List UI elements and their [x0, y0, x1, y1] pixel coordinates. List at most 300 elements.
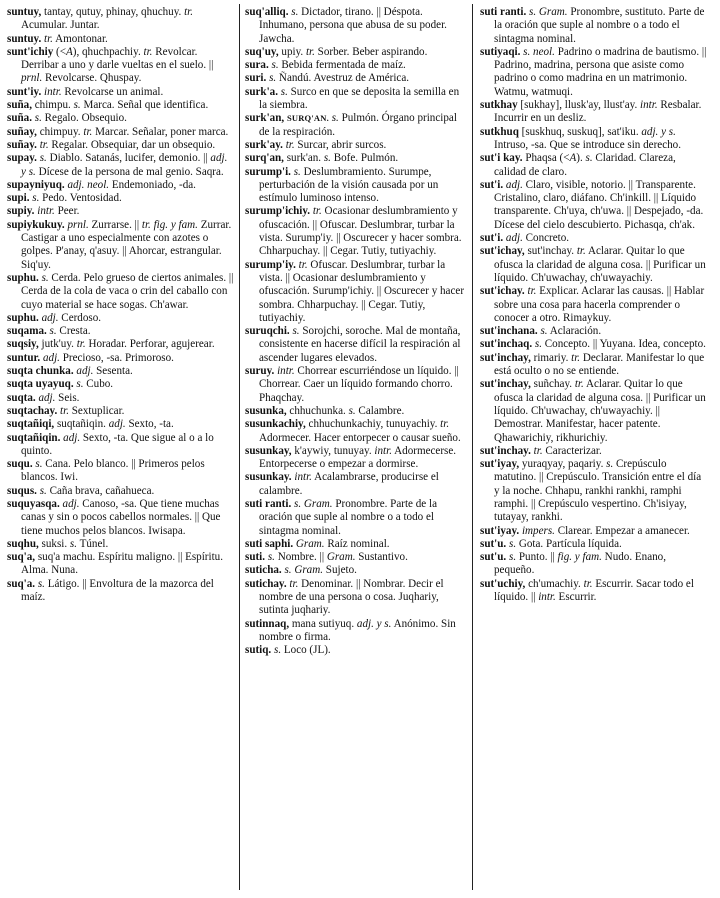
- entry-text: Pronombre. Parte de la oración que suple al nombre o a todo el sintagma nominal.: [259, 497, 437, 537]
- headword: suq'a.: [7, 577, 36, 590]
- grammar-label: adj. y s.: [641, 125, 676, 138]
- grammar-label: tr.: [533, 444, 543, 457]
- headword: suñay,: [7, 125, 37, 138]
- dictionary-entry: [7, 458, 235, 485]
- headword: suñay.: [7, 138, 37, 151]
- headword: suruqchi.: [245, 325, 290, 338]
- grammar-label: tr.: [60, 404, 69, 417]
- entry-text: Claro, visible, notorio. || Transparente. Cristalino, claro, diáfano. Ch'inkill. || Líquido transparente. Ch'uya, ch'uwa. || Despejado, -da. Dícese del cielo descubierto. Pichasqa, ch'ak.: [494, 178, 704, 231]
- entry-text: Acumular. Juntar.: [21, 19, 100, 32]
- grammar-label: s.: [331, 112, 339, 125]
- entry-text: Látigo. || Envoltura de la mazorca del maíz.: [21, 577, 214, 604]
- entry-text: chhuchunkachiy, tunuyachiy.: [305, 418, 441, 431]
- grammar-label: tr.: [312, 205, 322, 218]
- column-divider-2: [472, 4, 473, 890]
- entry-text: suq'a machu. Espíritu maligno. || Espíritu. Alma. Nuna.: [21, 551, 223, 577]
- entry-text: Nudo. Enano, pequeño.: [494, 551, 666, 577]
- headword: surk'ay.: [245, 138, 283, 151]
- dictionary-entry: [245, 72, 467, 85]
- grammar-label: intr.: [277, 365, 295, 378]
- entry-text: Claridad. Clareza, calidad de claro.: [494, 152, 676, 178]
- headword: suri.: [245, 72, 267, 85]
- entry-text: Caña brava, cañahueca.: [46, 484, 155, 497]
- dictionary-entry: [7, 551, 235, 578]
- grammar-label: fig. y fam.: [557, 551, 602, 564]
- entry-text: Marcar. Señalar, poner marca.: [92, 125, 229, 138]
- dictionary-entry: [480, 245, 708, 285]
- grammar-label: s.: [73, 99, 81, 112]
- entry-text: Cana. Pelo blanco. || Primeros pelos blancos. Iwi.: [21, 458, 205, 484]
- headword: suq'a,: [7, 551, 36, 564]
- dictionary-entry: [7, 338, 235, 351]
- column-1: [7, 6, 235, 604]
- headword: surk'a.: [245, 85, 278, 98]
- entry-text: Adormecer. Hacer entorpecer o causar sueño.: [259, 431, 461, 444]
- dictionary-entry: [7, 33, 235, 46]
- dictionary-entry: [245, 259, 467, 325]
- entry-text: Precioso, -sa. Primoroso.: [59, 351, 174, 364]
- dictionary-entry: [7, 99, 235, 112]
- grammar-label: s.: [292, 325, 300, 338]
- entry-text: Regalo. Obsequio.: [41, 112, 127, 125]
- headword: supiykukuy.: [7, 218, 65, 231]
- grammar-label: Gram.: [303, 497, 333, 510]
- entry-text: Ofuscar. Deslumbrar, turbar la vista. || Ocasionar deslumbramiento y ofuscación. Surump'ichiy. || Oscurecer y hacer sombra. Chharpuchay. || Cegar. Tutiy, tutiyachiy.: [259, 258, 465, 324]
- grammar-label: s.: [41, 271, 49, 284]
- headword: suqtañiqin.: [7, 431, 61, 444]
- entry-text: Punto. ||: [516, 551, 558, 564]
- entry-text: Nombre. ||: [274, 551, 327, 564]
- headword: sut'u.: [480, 537, 507, 550]
- grammar-label: s.: [69, 537, 78, 550]
- headword: sut'inchay,: [480, 351, 531, 364]
- grammar-label: s.: [348, 404, 356, 417]
- grammar-label: tr.: [440, 418, 450, 431]
- entry-text: Loco (JL).: [281, 644, 331, 657]
- dictionary-entry: [7, 365, 235, 378]
- dictionary-entry: [7, 272, 235, 312]
- dictionary-entry: [245, 644, 467, 657]
- headword: susunkachiy,: [245, 418, 306, 431]
- grammar-label: prnl.: [21, 72, 43, 85]
- dictionary-entry: [480, 378, 708, 444]
- entry-text: Sesenta.: [93, 365, 133, 378]
- dictionary-entry: [7, 485, 235, 498]
- entry-text: Aclarar. Quitar lo que ofusca la claridad de alguna cosa. || Purificar un líquido. Ch'uwachay, ch'uwayachiy. || Demostrar. Manifestar, hacer patente. Qhawarichiy, rikhurichiy.: [494, 378, 706, 444]
- entry-text: Caracterizar.: [542, 444, 602, 457]
- dictionary-entry: [245, 205, 467, 258]
- grammar-label: Gram.: [294, 564, 324, 577]
- grammar-label: adj.: [76, 365, 94, 378]
- grammar-label: s.: [32, 192, 40, 205]
- entry-text: ).: [576, 152, 586, 165]
- grammar-label: s.: [39, 484, 47, 497]
- grammar-label: s.: [49, 325, 57, 338]
- grammar-label: intr.: [294, 471, 312, 484]
- grammar-label: s.: [509, 551, 517, 564]
- headword: suqtachay.: [7, 404, 58, 417]
- dictionary-entry: [480, 232, 708, 245]
- entry-text: Declarar. Manifestar lo que está oculto o no se entiende.: [494, 351, 705, 378]
- entry-text: Túnel.: [77, 537, 109, 550]
- grammar-label: s.: [529, 6, 537, 18]
- grammar-label: Gram.: [538, 6, 568, 18]
- headword: supay.: [7, 152, 37, 165]
- entry-text: Deslumbramiento. Surumpe, perturbación de la visión causada por un estímulo luminoso intenso.: [259, 165, 439, 205]
- dictionary-entry: [245, 551, 467, 564]
- dictionary-entry: [7, 578, 235, 605]
- dictionary-entry: [7, 205, 235, 218]
- grammar-label: tr.: [39, 138, 49, 151]
- grammar-label: adj.: [505, 178, 523, 191]
- dictionary-entry: [7, 325, 235, 338]
- entry-text: Concreto.: [522, 232, 570, 245]
- dictionary-entry: [480, 99, 708, 126]
- dictionary-entry: [7, 192, 235, 205]
- headword: sut'uchiy,: [480, 577, 526, 590]
- grammar-label: tr.: [298, 258, 308, 271]
- grammar-label: s.: [291, 6, 299, 18]
- grammar-label: adj.: [63, 431, 81, 444]
- headword: sura.: [245, 59, 269, 72]
- dictionary-entry: [7, 139, 235, 152]
- grammar-label: s.: [274, 644, 282, 657]
- dictionary-entry: [245, 405, 467, 418]
- entry-text: Surcar, abrir surcos.: [294, 138, 387, 151]
- dictionary-entry: [7, 405, 235, 418]
- entry-text: Escurrir.: [555, 591, 597, 604]
- entry-text: suksi.: [38, 537, 70, 550]
- dictionary-entry: [480, 578, 708, 605]
- headword: suqama.: [7, 325, 47, 338]
- dictionary-entry: [245, 59, 467, 72]
- entry-text: Regalar. Obsequiar, dar un obsequio.: [48, 138, 216, 151]
- entry-text: Sorojchi, soroche. Mal de montaña, consistente en hacerse difícil la respiración al ascender lugares elevados.: [259, 325, 461, 364]
- headword: sutichay.: [245, 577, 287, 590]
- grammar-label: tr.: [285, 138, 295, 151]
- entry-text: Endemoniado, -da.: [109, 178, 196, 191]
- headword: surump'ichiy.: [245, 205, 311, 218]
- headword: suqta uyayuq.: [7, 378, 74, 391]
- entry-text: Bofe. Pulmón.: [330, 152, 399, 165]
- grammar-label: adj. y s.: [356, 617, 392, 630]
- headword: suqtañiqi,: [7, 418, 55, 431]
- headword: suti.: [245, 551, 266, 564]
- grammar-label: s.: [76, 378, 84, 391]
- dictionary-entry: [7, 498, 235, 538]
- entry-text: yuraqyay, paqariy.: [519, 458, 607, 471]
- grammar-label: s.: [37, 577, 45, 590]
- headword: susunkay.: [245, 471, 292, 484]
- grammar-label: tr.: [305, 45, 315, 58]
- dictionary-entry: [245, 538, 467, 551]
- headword: sut'i.: [480, 232, 504, 245]
- headword: sut'iyay,: [480, 458, 520, 471]
- headword: sutkhuq: [480, 125, 519, 138]
- dictionary-entry: [480, 46, 708, 99]
- column-2: [245, 6, 467, 658]
- entry-text: mana sutiyuq.: [289, 617, 357, 630]
- entry-text: upiy.: [278, 45, 306, 58]
- column-3: [480, 6, 708, 604]
- grammar-label: impers.: [521, 524, 555, 537]
- headword: suqta.: [7, 391, 36, 404]
- grammar-label: tr.: [527, 285, 537, 298]
- entry-text: sut'inchay.: [524, 245, 577, 258]
- entry-text: k'aywiy, tunuyay.: [291, 444, 375, 457]
- entry-text: Revolcar. Derribar a uno y darle vueltas en el suelo. ||: [21, 45, 214, 72]
- headword: supiy.: [7, 205, 35, 218]
- dictionary-entry: [245, 46, 467, 59]
- dictionary-entry: [7, 538, 235, 551]
- entry-text: Cubo.: [83, 378, 114, 391]
- entry-text: Escurrir. Sacar todo el líquido. ||: [494, 577, 694, 604]
- headword: suqu.: [7, 458, 33, 471]
- dictionary-entry: [7, 46, 235, 86]
- headword: surump'i.: [245, 165, 291, 178]
- dictionary-entry: [480, 458, 708, 524]
- dictionary-entry: [7, 378, 235, 391]
- headword: suq'alliq.: [245, 6, 289, 18]
- headword: sutinnaq,: [245, 617, 290, 630]
- headword: suphu.: [7, 311, 39, 324]
- headword: sut'inchay.: [480, 444, 531, 457]
- headword: suña,: [7, 99, 32, 112]
- headword: sutiq.: [245, 644, 272, 657]
- column-divider-1: [239, 4, 240, 890]
- entry-text: Acalambrarse, producirse el calambre.: [259, 471, 439, 497]
- dictionary-entry: [7, 352, 235, 365]
- dictionary-entry: [245, 139, 467, 152]
- headword: sunt'iy.: [7, 85, 42, 98]
- entry-text: Calambre.: [355, 404, 405, 417]
- entry-text: Ocasionar deslumbramiento y ofuscación. || Ofuscar. Deslumbrar, turbar la vista. Surump'iy. || Oscurecer y hacer sombra. Chharpuchay. || Cegar. Tutiy, tutiyachiy.: [259, 205, 462, 258]
- grammar-label: s.: [606, 458, 614, 471]
- entry-text: Bebida fermentada de maíz.: [278, 59, 406, 72]
- entry-text: Horadar. Perforar, agujerear.: [85, 338, 215, 351]
- dictionary-entry: [480, 152, 708, 179]
- grammar-label: intr.: [640, 99, 658, 112]
- dictionary-entry: [480, 6, 708, 46]
- grammar-label: tr.: [76, 338, 86, 351]
- dictionary-entry: [480, 285, 708, 325]
- grammar-label: adj. neol.: [67, 178, 110, 191]
- dictionary-entry: [245, 418, 467, 445]
- entry-text: suñchay.: [530, 378, 575, 391]
- headword: suntuy.: [7, 32, 42, 45]
- dictionary-entry: [245, 578, 467, 618]
- grammar-label: s.: [39, 152, 47, 165]
- grammar-label: adj.: [41, 311, 59, 324]
- grammar-label: s.: [294, 497, 302, 510]
- entry-text: Cresta.: [56, 325, 91, 338]
- headword: sut'ichay,: [480, 245, 525, 258]
- grammar-label: adj. y s.: [21, 152, 228, 178]
- grammar-label: Gram.: [295, 537, 325, 550]
- entry-text: Sujeto.: [323, 564, 357, 577]
- headword: sutkhay: [480, 99, 518, 112]
- grammar-label: s.: [35, 458, 43, 471]
- entry-text: Denominar. || Nombrar. Decir el nombre de una persona o cosa. Juqhariy, sutinta juqhariy.: [259, 577, 444, 617]
- headword: suña.: [7, 112, 32, 125]
- dictionary-entry: [245, 6, 467, 46]
- entry-text: Diablo. Satanás, lucifer, demonio. ||: [46, 152, 211, 165]
- headword: suqus.: [7, 484, 37, 497]
- headword: sut'i.: [480, 178, 504, 191]
- dictionary-entry: [7, 392, 235, 405]
- entry-text: Ñandú. Avestruz de América.: [276, 72, 410, 85]
- grammar-label: intr.: [374, 444, 392, 457]
- entry-text: ), qhuchpachiy.: [72, 45, 144, 58]
- headword: susunkay,: [245, 444, 292, 457]
- entry-text: Aclarar. Quitar lo que ofusca la claridad de alguna cosa. || Purificar un líquido. Ch'uwachay, ch'uwayachiy.: [494, 245, 706, 284]
- entry-text: chimpuy.: [36, 125, 84, 138]
- dictionary-entry: [480, 551, 708, 578]
- headword: suqhu,: [7, 537, 39, 550]
- headword: suquyasqa.: [7, 497, 60, 510]
- headword: sut'inchaq.: [480, 338, 533, 351]
- dictionary-entry: [7, 112, 235, 125]
- grammar-label: tr.: [576, 245, 586, 258]
- entry-text: Canoso, -sa. Que tiene muchas canas y sin o pocos cabellos normales. || Que tiene muchos pelos blancos. Iwisapa.: [21, 497, 221, 537]
- dictionary-entry: [245, 564, 467, 577]
- dictionary-entry: [7, 418, 235, 431]
- grammar-label: s.: [271, 59, 279, 72]
- grammar-label: Gram.: [326, 551, 356, 564]
- grammar-label: prnl.: [67, 218, 89, 231]
- grammar-label: A: [569, 152, 577, 165]
- dictionary-entry: [245, 112, 467, 139]
- entry-text: Sexto, -ta. Que sigue al o a lo quinto.: [21, 431, 214, 457]
- entry-text: Sextuplicar.: [68, 404, 125, 417]
- dictionary-entry: [245, 498, 467, 538]
- dictionary-entry: [480, 126, 708, 153]
- grammar-label: s.: [34, 112, 42, 125]
- entry-text: Dícese de la persona de mal genio. Saqra.: [35, 165, 224, 178]
- entry-text: Sustantivo.: [355, 551, 408, 564]
- dictionary-entry: [7, 432, 235, 459]
- entry-text: Zurrar. Castigar a uno especialmente con azotes o golpes. P'anay, q'asuy. || Ahorcar, estrangular. Siq'uy.: [21, 218, 232, 271]
- dictionary-entry: [480, 338, 708, 351]
- entry-text: chimpu.: [31, 99, 74, 112]
- entry-text: rimariy.: [530, 351, 572, 364]
- grammar-label: s.: [284, 564, 292, 577]
- grammar-label: s.: [267, 551, 275, 564]
- entry-text: Pronombre, sustituto. Parte de la oración que suple al nombre o a todo el sintagma nominal.: [494, 6, 705, 45]
- headword: suticha.: [245, 564, 282, 577]
- entry-text: tantay, qutuy, phinay, qhuchuy.: [41, 6, 185, 18]
- headword: sut'iyay.: [480, 524, 520, 537]
- headword: suntuy,: [7, 6, 42, 18]
- dictionary-entry: [245, 152, 467, 165]
- entry-text: surk'an.: [283, 152, 324, 165]
- entry-text: Crepúsculo matutino. || Crepúsculo. Transición entre el día y la noche. Chhapu, rankhi rankhi, ramphi ramphi. || Crepúsculo vespertino. Ch'isiyay, tutayay, rankhi.: [494, 458, 702, 524]
- dictionary-entry: [7, 86, 235, 99]
- grammar-label: s.: [293, 165, 301, 178]
- grammar-label: intr.: [37, 205, 55, 218]
- entry-text: Resbalar. Incurrir en un desliz.: [494, 99, 702, 125]
- headword: surq'an,: [245, 152, 284, 165]
- headword: sut'inchana.: [480, 325, 538, 338]
- headword: supayniyuq.: [7, 178, 65, 191]
- grammar-label: tr.: [571, 351, 581, 364]
- headword: surump'iy.: [245, 258, 296, 271]
- dictionary-entry: [480, 179, 708, 232]
- entry-text: Zurrarse. ||: [88, 218, 142, 231]
- entry-text: Cerda. Pelo grueso de ciertos animales. || Cerda de la cola de vaca o crin del caballo con cuyo material se hace sogas. Ch'awar.: [21, 271, 234, 311]
- headword: sunt'ichiy: [7, 45, 54, 58]
- entry-text: Sexto, -ta.: [125, 418, 174, 431]
- entry-text: Aclaración.: [547, 325, 602, 338]
- headword: sut'ichay.: [480, 285, 525, 298]
- entry-text: Adormecerse. Entorpecerse o empezar a dormirse.: [259, 444, 457, 471]
- grammar-label: intr.: [44, 85, 62, 98]
- entry-text: Marca. Señal que identifica.: [80, 99, 209, 112]
- grammar-label: s.: [585, 152, 593, 165]
- headword: sut'i kay.: [480, 152, 523, 165]
- grammar-label: tr.: [143, 45, 153, 58]
- dictionary-entry: [480, 445, 708, 458]
- entry-text: (<: [53, 45, 66, 58]
- entry-text: Explicar. Aclarar las causas. || Hablar sobre una cosa para hacerla comprender o conocer a otro. Rimaykuy.: [494, 285, 705, 324]
- dictionary-entry: [7, 126, 235, 139]
- entry-text: chhuchunka.: [286, 404, 349, 417]
- entry-text: Raíz nominal.: [324, 537, 390, 550]
- entry-text: Surco en que se deposita la semilla en la siembra.: [259, 85, 460, 112]
- entry-text: Concepto. || Yuyana. Idea, concepto.: [541, 338, 706, 351]
- dictionary-entry: [480, 538, 708, 551]
- dictionary-entry: [7, 179, 235, 192]
- dictionary-entry: [480, 525, 708, 538]
- entry-text: Phaqsa (<: [522, 152, 570, 165]
- grammar-label: A: [65, 45, 73, 58]
- headword: suq'uy,: [245, 45, 279, 58]
- entry-text: suqtañiqin.: [54, 418, 109, 431]
- headword: suqta chunka.: [7, 365, 74, 378]
- entry-text: Clarear. Empezar a amanecer.: [554, 524, 690, 537]
- headword: suti saphi.: [245, 537, 294, 550]
- grammar-label: adj.: [42, 351, 60, 364]
- entry-text: Peer.: [54, 205, 80, 218]
- dictionary-entry: [245, 471, 467, 498]
- entry-text: Pedo. Ventosidad.: [39, 192, 122, 205]
- headword: suntur.: [7, 351, 41, 364]
- dictionary-entry: [480, 325, 708, 338]
- variant-headword: SURQ'AN.: [286, 113, 329, 124]
- grammar-label: intr.: [538, 591, 556, 604]
- entry-text: Gota. Partícula líquida.: [516, 537, 622, 550]
- entry-text: Seis.: [55, 391, 80, 404]
- grammar-label: tr.: [44, 32, 53, 45]
- entry-text: [sukhay], llusk'ay, llust'ay.: [517, 99, 641, 112]
- headword: suruy.: [245, 365, 275, 378]
- headword: suqsiy,: [7, 338, 39, 351]
- dictionary-entry: [245, 166, 467, 206]
- dictionary-entry: [245, 325, 467, 365]
- headword: suti ranti.: [245, 497, 292, 510]
- grammar-label: s.: [280, 85, 288, 98]
- grammar-label: tr.: [574, 378, 584, 391]
- dictionary-entry: [245, 365, 467, 405]
- headword: supi.: [7, 192, 30, 205]
- grammar-label: s.: [509, 537, 517, 550]
- entry-text: Revolcarse. Qhuspay.: [42, 72, 142, 85]
- headword: sutiyaqi.: [480, 45, 521, 58]
- dictionary-entry: [245, 86, 467, 113]
- entry-text: Padrino o madrina de bautismo. || Padrino, madrina, persona que asiste como padrino o como madrina en un matrimonio. Watmu, watmuqi.: [494, 45, 707, 98]
- dictionary-entry: [7, 6, 235, 33]
- dictionary-entry: [7, 152, 235, 179]
